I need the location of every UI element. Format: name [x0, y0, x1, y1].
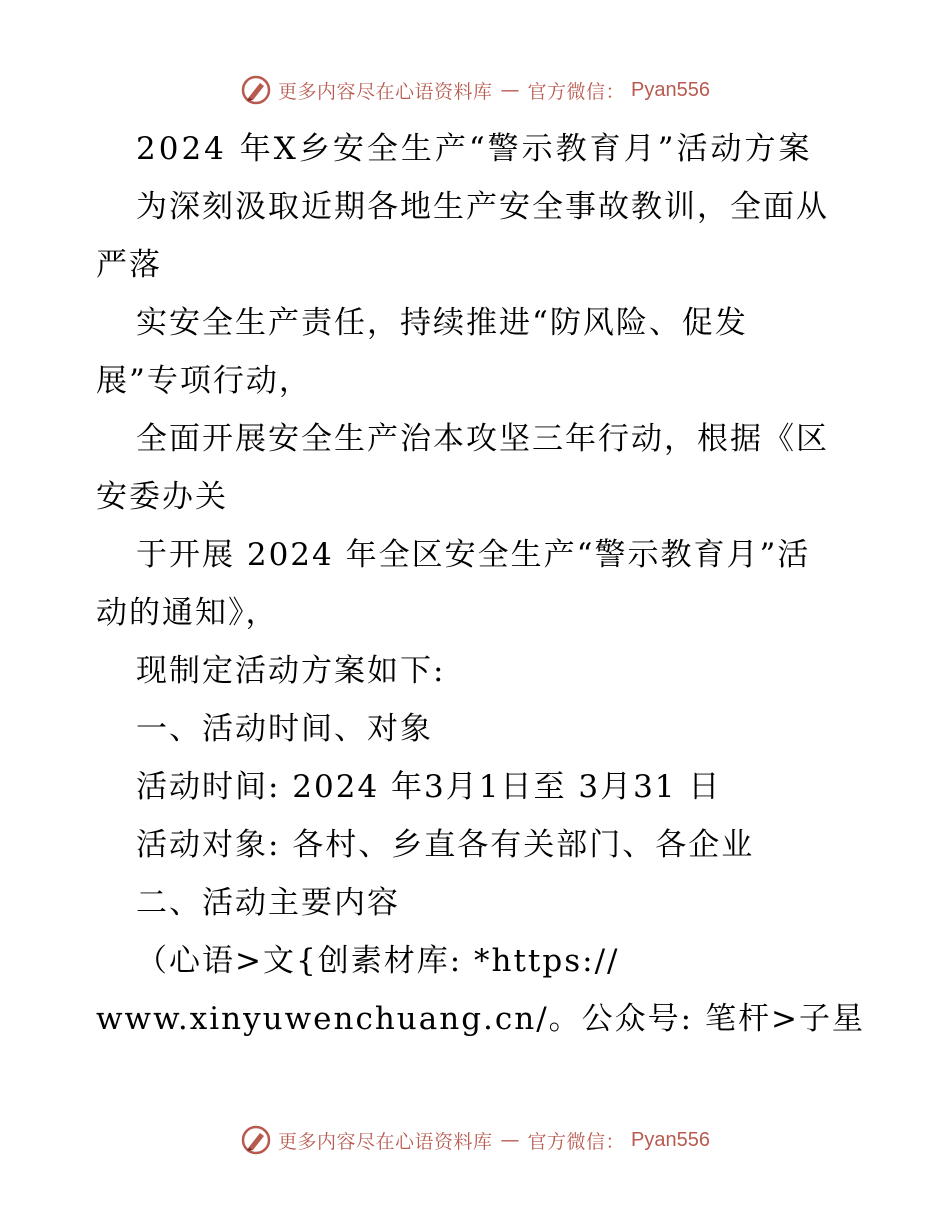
paragraph-line: 于开展 2024 年全区安全生产“警示教育月”活	[136, 537, 811, 573]
watermark-text: 更多内容尽在心语资料库	[278, 80, 493, 103]
watermark-text: 更多内容尽在心语资料库	[278, 1130, 493, 1153]
paragraph-line: 实安全生产责任，持续推进“防风险、促发	[136, 305, 748, 341]
watermark-wechat-id: Pyan556	[631, 1128, 710, 1151]
paragraph-line: www.xinyuwenchuang.cn/。公众号: 笔杆>子星	[96, 1001, 865, 1037]
pen-logo-icon	[240, 74, 272, 106]
watermark-wechat-id: Pyan556	[631, 78, 710, 101]
paragraph-line: 展”专项行动，	[96, 363, 312, 399]
document-body	[96, 120, 866, 1048]
watermark-wechat-label: 官方微信：	[527, 1130, 626, 1153]
section-heading: 一、活动时间、对象	[136, 711, 433, 747]
watermark-wechat-label: 官方微信：	[527, 80, 626, 103]
section-heading: 二、活动主要内容	[136, 885, 400, 921]
paragraph-line: 安委办关	[96, 479, 228, 515]
paragraph-line: 全面开展安全生产治本攻坚三年行动，根据《区	[136, 421, 829, 457]
paragraph-line: （心语>文{创素材库: *https://	[136, 943, 620, 979]
watermark-separator: —	[500, 79, 520, 101]
paragraph-line: 为深刻汲取近期各地生产安全事故教训，全面从	[136, 189, 829, 225]
pen-logo-icon	[240, 1124, 272, 1156]
watermark-banner-top	[0, 70, 950, 110]
watermark-separator: —	[500, 1129, 520, 1151]
paragraph-line: 现制定活动方案如下:	[136, 653, 446, 689]
watermark-banner-bottom	[0, 1120, 950, 1160]
activity-time-line: 活动时间: 2024 年3月1日至 3月31 日	[136, 769, 722, 805]
paragraph-line: 动的通知》，	[96, 595, 279, 631]
document-title: 2024 年X乡安全生产“警示教育月”活动方案	[136, 131, 813, 167]
activity-target-line: 活动对象: 各村、乡直各有关部门、各企业	[136, 827, 755, 863]
paragraph-line: 严落	[96, 247, 162, 283]
